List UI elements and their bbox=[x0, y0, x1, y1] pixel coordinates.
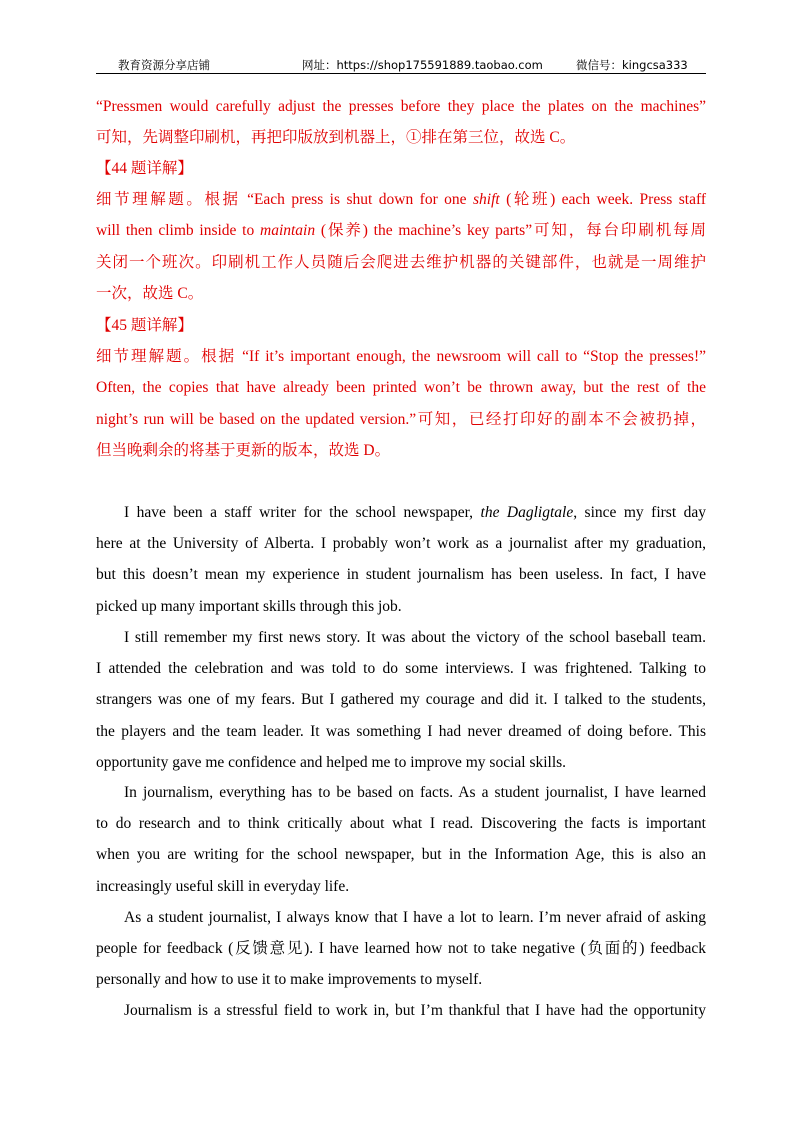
passage-paragraph-1 bbox=[96, 497, 706, 622]
text-line: but this doesn’t mean my experience in student journalism has been useless. In fact, I have bbox=[96, 566, 706, 584]
text-line: In journalism, everything has to be based on facts. As a student journalist, I have learned bbox=[124, 784, 706, 801]
text-line: 可知，先调整印刷机，再把印版放到机器上，①排在第三位，故选 C。 bbox=[96, 129, 576, 147]
text-line: “Pressmen would carefully adjust the presses before they place the plates on the machines” bbox=[96, 98, 706, 115]
emphasis-word: maintain bbox=[260, 222, 316, 240]
text-line: I still remember my first news story. It was about the victory of the school baseball team. bbox=[124, 629, 706, 646]
wechat-id: 微信号：kingcsa333 bbox=[576, 58, 688, 72]
passage-paragraph-4 bbox=[96, 902, 706, 996]
newspaper-title: the Dagligtale bbox=[480, 504, 574, 521]
q43-explanation-tail bbox=[96, 91, 706, 153]
text-run: (轮班) each week. Press staff bbox=[499, 191, 706, 209]
text-line: people for feedback (反馈意见). I have learned how not to take negative (负面的) feedback bbox=[96, 940, 706, 958]
text-line: the players and the team leader. It was something I had never dreamed of doing before. This bbox=[96, 722, 706, 740]
text-line: 细节理解题。根据 “If it’s important enough, the newsroom will call to “Stop the presses!” bbox=[96, 348, 706, 366]
text-run: will then climb inside to bbox=[96, 222, 260, 240]
text-line: Journalism is a stressful field to work in, but I’m thankful that I have had the opportunity bbox=[124, 1002, 706, 1019]
text-line: 但当晚剩余的将基于更新的版本，故选 D。 bbox=[96, 441, 391, 459]
shop-url[interactable]: 网址：https://shop175591889.taobao.com bbox=[302, 58, 543, 72]
text-line: picked up many important skills through this job. bbox=[96, 597, 402, 615]
text-line: to do research and to think critically about what I read. Discovering the facts is important bbox=[96, 815, 706, 833]
text-line: I attended the celebration and was told to do some interviews. I was frightened. Talking to bbox=[96, 660, 706, 678]
text-line: when you are writing for the school newspaper, but in the Information Age, this is also an bbox=[96, 846, 706, 864]
page-header bbox=[96, 57, 706, 73]
text-line: personally and how to use it to make improvements to myself. bbox=[96, 971, 483, 989]
text-line: here at the University of Alberta. I probably won’t work as a journalist after my graduation, bbox=[96, 535, 706, 553]
passage-paragraph-5 bbox=[96, 995, 706, 1026]
header-divider bbox=[96, 73, 706, 74]
text-line: Often, the copies that have already been printed won’t be thrown away, but the rest of the bbox=[96, 379, 706, 397]
text-line: strangers was one of my fears. But I gathered my courage and did it. I talked to the students, bbox=[96, 691, 706, 709]
text-line bbox=[96, 184, 706, 215]
text-line bbox=[96, 215, 706, 246]
text-line: As a student journalist, I always know that I have a lot to learn. I’m never afraid of asking bbox=[124, 909, 706, 926]
text-run: , since my first day bbox=[573, 504, 706, 521]
text-line: night’s run will be based on the updated version.”可知，已经打印好的副本不会被扔掉， bbox=[96, 410, 706, 428]
text-run: (保养) the machine’s key parts”可知，每台印刷机每周 bbox=[315, 222, 706, 240]
text-line: increasingly useful skill in everyday life. bbox=[96, 877, 350, 895]
q45-heading: 【45 题详解】 bbox=[96, 317, 193, 334]
shop-name: 教育资源分享店铺 bbox=[118, 58, 210, 72]
text-line bbox=[96, 497, 706, 528]
text-line: 一次，故选 C。 bbox=[96, 284, 204, 302]
q45-explanation bbox=[96, 310, 706, 466]
q44-explanation bbox=[96, 153, 706, 309]
text-line: 关闭一个班次。印刷机工作人员随后会爬进去维护机器的关键部件，也就是一周维护 bbox=[96, 253, 706, 271]
text-run: I have been a staff writer for the school newspaper, bbox=[124, 504, 481, 521]
passage-paragraph-3 bbox=[96, 777, 706, 902]
passage-paragraph-2 bbox=[96, 622, 706, 778]
text-line: opportunity gave me confidence and helped me to improve my social skills. bbox=[96, 753, 567, 771]
q44-heading: 【44 题详解】 bbox=[96, 160, 193, 177]
emphasis-word: shift bbox=[473, 191, 500, 209]
text-run: 细节理解题。根据 “Each press is shut down for one bbox=[96, 191, 474, 209]
